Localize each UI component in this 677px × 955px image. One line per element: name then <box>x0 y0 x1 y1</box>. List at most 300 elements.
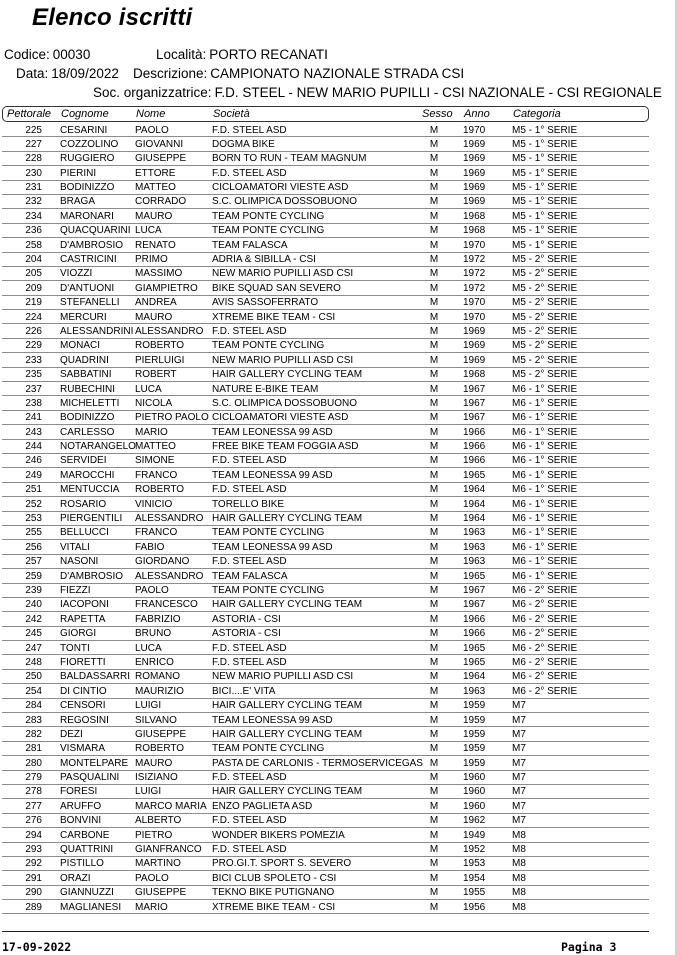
cell-categoria: M7 <box>512 728 526 740</box>
cell-sesso: M <box>429 225 439 237</box>
cell-societa: NEW MARIO PUPILLI ASD CSI <box>212 671 354 683</box>
cell-societa: XTREME BIKE TEAM - CSI <box>212 901 336 913</box>
cell-pettorale: 246 <box>25 455 42 467</box>
col-pettorale: Pettorale <box>7 108 52 120</box>
cell-anno: 1969 <box>463 182 486 194</box>
cell-categoria: M6 - 1° SERIE <box>512 541 578 553</box>
cell-societa: TORELLO BIKE <box>212 498 285 510</box>
cell-pettorale: 251 <box>25 484 42 496</box>
cell-anno: 1967 <box>463 383 486 395</box>
cell-categoria: M5 - 1° SERIE <box>512 153 578 165</box>
cell-pettorale: 231 <box>25 182 42 194</box>
cell-cognome: BODINIZZO <box>60 412 115 424</box>
table-row <box>2 641 649 655</box>
cell-societa: CICLOAMATORI VIESTE ASD <box>212 412 349 424</box>
cell-nome: NICOLA <box>135 397 173 409</box>
cell-sesso: M <box>429 628 439 640</box>
cell-categoria: M6 - 2° SERIE <box>512 642 578 654</box>
cell-categoria: M6 - 2° SERIE <box>512 585 578 596</box>
cell-categoria: M7 <box>512 786 526 798</box>
cell-nome: GIANFRANCO <box>135 844 202 856</box>
cell-anno: 1966 <box>463 628 486 640</box>
cell-societa: ASTORIA - CSI <box>212 613 281 625</box>
cell-pettorale: 225 <box>25 124 42 136</box>
cell-sesso: M <box>429 455 439 467</box>
cell-societa: FREE BIKE TEAM FOGGIA ASD <box>212 441 359 453</box>
cell-nome: FABRIZIO <box>135 613 181 625</box>
cell-cognome: TONTI <box>60 642 90 654</box>
cell-sesso: M <box>429 800 439 812</box>
cell-nome: ENRICO <box>135 656 174 668</box>
cell-nome: ROMANO <box>135 671 180 683</box>
cell-anno: 1972 <box>463 268 486 280</box>
cell-anno: 1959 <box>463 757 486 769</box>
cell-anno: 1964 <box>463 484 486 496</box>
cell-anno: 1964 <box>463 513 486 525</box>
cell-pettorale: 233 <box>25 354 42 366</box>
cell-nome: PIETRO <box>135 829 173 841</box>
table-row <box>2 281 649 295</box>
cell-cognome: FIEZZI <box>60 585 91 596</box>
cell-nome: LUCA <box>135 642 162 654</box>
cell-anno: 1967 <box>463 412 486 424</box>
table-row <box>2 195 649 209</box>
table-row <box>2 152 649 166</box>
cell-categoria: M5 - 2° SERIE <box>512 325 578 337</box>
cell-cognome: MERCURI <box>60 311 107 323</box>
cell-pettorale: 242 <box>25 613 42 625</box>
cell-anno: 1969 <box>463 138 486 150</box>
cell-societa: BICI....E' VITA <box>212 685 276 697</box>
cell-pettorale: 283 <box>25 714 42 726</box>
cell-nome: ROBERTO <box>135 340 185 352</box>
cell-anno: 1966 <box>463 455 486 467</box>
table-row <box>2 843 649 857</box>
cell-anno: 1955 <box>463 887 486 899</box>
table-row <box>2 224 649 238</box>
cell-nome: FRANCESCO <box>135 599 198 611</box>
cell-pettorale: 282 <box>25 728 42 740</box>
cell-pettorale: 293 <box>25 844 42 856</box>
table-row <box>2 713 649 727</box>
cell-anno: 1965 <box>463 642 486 654</box>
cell-cognome: FIORETTI <box>60 656 106 668</box>
cell-sesso: M <box>429 728 439 740</box>
cell-sesso: M <box>429 239 439 251</box>
cell-categoria: M5 - 2° SERIE <box>512 369 578 381</box>
cell-societa: TEAM LEONESSA 99 ASD <box>212 541 333 553</box>
cell-sesso: M <box>429 124 439 136</box>
cell-cognome: D'AMBROSIO <box>60 570 124 582</box>
data-label: Data: <box>16 66 49 81</box>
codice-line <box>4 47 90 62</box>
cell-categoria: M5 - 2° SERIE <box>512 297 578 309</box>
cell-pettorale: 289 <box>25 901 42 913</box>
cell-cognome: PASQUALINI <box>60 772 120 784</box>
cell-cognome: BELLUCCI <box>60 527 109 539</box>
cell-anno: 1968 <box>463 225 486 237</box>
cell-anno: 1970 <box>463 239 486 251</box>
localita-label: Località: <box>156 47 207 62</box>
table-row <box>2 123 649 137</box>
cell-anno: 1966 <box>463 613 486 625</box>
cell-societa: TEAM PONTE CYCLING <box>212 340 325 352</box>
cell-anno: 1964 <box>463 498 486 510</box>
cell-anno: 1967 <box>463 585 486 596</box>
cell-sesso: M <box>429 829 439 841</box>
cell-pettorale: 255 <box>25 527 42 539</box>
cell-pettorale: 248 <box>25 656 42 668</box>
cell-societa: TEAM PONTE CYCLING <box>212 210 325 222</box>
cell-sesso: M <box>429 138 439 150</box>
table-row <box>2 483 649 497</box>
cell-nome: BRUNO <box>135 628 172 640</box>
cell-categoria: M7 <box>512 714 526 726</box>
cell-cognome: DEZI <box>60 728 83 740</box>
cell-sesso: M <box>429 297 439 309</box>
cell-sesso: M <box>429 210 439 222</box>
cell-nome: ALESSANDRO <box>135 325 204 337</box>
cell-nome: FABIO <box>135 541 165 553</box>
cell-societa: TEAM LEONESSA 99 ASD <box>212 469 333 481</box>
cell-cognome: BALDASSARRI <box>60 671 131 683</box>
table-row <box>2 785 649 799</box>
cell-cognome: GIORGI <box>60 628 97 640</box>
cell-nome: RENATO <box>135 239 176 251</box>
cell-sesso: M <box>429 412 439 424</box>
cell-nome: GIUSEPPE <box>135 887 187 899</box>
cell-nome: MATTEO <box>135 441 176 453</box>
cell-cognome: NASONI <box>60 556 99 568</box>
cell-nome: PAOLO <box>135 585 169 596</box>
cell-anno: 1965 <box>463 570 486 582</box>
cell-nome: MAURO <box>135 311 173 323</box>
cell-societa: TEAM FALASCA <box>212 239 288 251</box>
cell-categoria: M5 - 1° SERIE <box>512 196 578 208</box>
cell-pettorale: 256 <box>25 541 42 553</box>
cell-societa: HAIR GALLERY CYCLING TEAM <box>212 369 363 381</box>
table-row <box>2 382 649 396</box>
cell-anno: 1960 <box>463 800 486 812</box>
cell-anno: 1968 <box>463 210 486 222</box>
cell-cognome: MENTUCCIA <box>60 484 120 496</box>
cell-pettorale: 244 <box>25 441 42 453</box>
cell-anno: 1968 <box>463 369 486 381</box>
cell-anno: 1969 <box>463 153 486 165</box>
table-row <box>2 324 649 338</box>
cell-sesso: M <box>429 887 439 899</box>
table-row <box>2 627 649 641</box>
cell-pettorale: 279 <box>25 772 42 784</box>
cell-cognome: RAPETTA <box>60 613 106 625</box>
cell-sesso: M <box>429 599 439 611</box>
cell-cognome: BONVINI <box>60 815 102 827</box>
cell-anno: 1959 <box>463 728 486 740</box>
cell-anno: 1962 <box>463 815 486 827</box>
cell-nome: PIERLUIGI <box>135 354 185 366</box>
cell-cognome: SERVIDEI <box>60 455 107 467</box>
cell-societa: F.D. STEEL ASD <box>212 642 287 654</box>
cell-societa: F.D. STEEL ASD <box>212 325 287 337</box>
cell-cognome: ORAZI <box>60 872 91 884</box>
page-title: Elenco iscritti <box>32 4 193 31</box>
cell-sesso: M <box>429 585 439 596</box>
cell-sesso: M <box>429 613 439 625</box>
cell-categoria: M5 - 2° SERIE <box>512 340 578 352</box>
cell-anno: 1970 <box>463 124 486 136</box>
table-row <box>2 555 649 569</box>
cell-pettorale: 205 <box>25 268 42 280</box>
cell-anno: 1952 <box>463 844 486 856</box>
cell-nome: MAURO <box>135 210 173 222</box>
cell-societa: ENZO PAGLIETA ASD <box>212 800 313 812</box>
cell-anno: 1970 <box>463 297 486 309</box>
cell-nome: FRANCO <box>135 469 178 481</box>
cell-sesso: M <box>429 369 439 381</box>
cell-anno: 1963 <box>463 556 486 568</box>
table-row <box>2 742 649 756</box>
cell-societa: TEKNO BIKE PUTIGNANO <box>212 887 335 899</box>
table-row <box>2 497 649 511</box>
cell-anno: 1970 <box>463 311 486 323</box>
cell-sesso: M <box>429 311 439 323</box>
cell-cognome: D'ANTUONI <box>60 282 115 294</box>
cell-nome: PAOLO <box>135 872 169 884</box>
soc-line <box>93 85 662 100</box>
cell-pettorale: 229 <box>25 340 42 352</box>
cell-categoria: M6 - 1° SERIE <box>512 484 578 496</box>
cell-nome: MATTEO <box>135 182 176 194</box>
table-row <box>2 339 649 353</box>
cell-sesso: M <box>429 182 439 194</box>
cell-pettorale: 224 <box>25 311 42 323</box>
table-row <box>2 296 649 310</box>
cell-nome: LUCA <box>135 225 162 237</box>
table-row <box>2 799 649 813</box>
cell-societa: PRO.GI.T. SPORT S. SEVERO <box>212 858 352 870</box>
cell-societa: XTREME BIKE TEAM - CSI <box>212 311 336 323</box>
cell-anno: 1972 <box>463 282 486 294</box>
cell-pettorale: 294 <box>25 829 42 841</box>
cell-cognome: MONACI <box>60 340 100 352</box>
table-row <box>2 540 649 554</box>
cell-societa: ASTORIA - CSI <box>212 628 281 640</box>
cell-categoria: M8 <box>512 901 526 913</box>
cell-pettorale: 249 <box>25 469 42 481</box>
cell-societa: F.D. STEEL ASD <box>212 484 287 496</box>
cell-sesso: M <box>429 815 439 827</box>
footer-date: 17-09-2022 <box>2 940 72 954</box>
table-row <box>2 612 649 626</box>
cell-sesso: M <box>429 786 439 798</box>
cell-categoria: M6 - 2° SERIE <box>512 628 578 640</box>
cell-categoria: M7 <box>512 743 526 755</box>
cell-cognome: STEFANELLI <box>60 297 120 309</box>
cell-sesso: M <box>429 282 439 294</box>
cell-cognome: NOTARANGELO <box>60 441 136 453</box>
codice-value: 00030 <box>52 47 91 62</box>
cell-sesso: M <box>429 556 439 568</box>
cell-pettorale: 247 <box>25 642 42 654</box>
cell-categoria: M7 <box>512 800 526 812</box>
table-row <box>2 411 649 425</box>
cell-nome: GIAMPIETRO <box>135 282 198 294</box>
cell-pettorale: 250 <box>25 671 42 683</box>
cell-cognome: PIERGENTILI <box>60 513 123 525</box>
cell-cognome: REGOSINI <box>60 714 109 726</box>
cell-pettorale: 209 <box>25 282 42 294</box>
cell-nome: ROBERT <box>135 369 177 381</box>
cell-categoria: M5 - 2° SERIE <box>512 282 578 294</box>
cell-pettorale: 257 <box>25 556 42 568</box>
cell-anno: 1963 <box>463 685 486 697</box>
table-row <box>2 584 649 598</box>
cell-categoria: M7 <box>512 700 526 712</box>
cell-societa: PASTA DE CARLONIS - TERMOSERVICEGAS <box>212 757 423 769</box>
cell-sesso: M <box>429 441 439 453</box>
cell-sesso: M <box>429 325 439 337</box>
table-row <box>2 440 649 454</box>
cell-nome: GIUSEPPE <box>135 728 187 740</box>
table-row <box>2 655 649 669</box>
cell-pettorale: 281 <box>25 743 42 755</box>
footer-page: Pagina 3 <box>561 940 617 954</box>
cell-societa: AVIS SASSOFERRATO <box>212 297 319 309</box>
cell-anno: 1963 <box>463 541 486 553</box>
cell-cognome: BRAGA <box>60 196 96 208</box>
soc-label: Soc. organizzatrice: <box>93 85 212 100</box>
cell-categoria: M7 <box>512 772 526 784</box>
cell-categoria: M6 - 1° SERIE <box>512 455 578 467</box>
cell-sesso: M <box>429 541 439 553</box>
cell-categoria: M6 - 1° SERIE <box>512 412 578 424</box>
cell-sesso: M <box>429 642 439 654</box>
cell-nome: MARTINO <box>135 858 181 870</box>
cell-pettorale: 253 <box>25 513 42 525</box>
table-row <box>2 425 649 439</box>
cell-nome: SILVANO <box>135 714 177 726</box>
cell-societa: HAIR GALLERY CYCLING TEAM <box>212 786 363 798</box>
cell-societa: TEAM PONTE CYCLING <box>212 527 325 539</box>
cell-pettorale: 284 <box>25 700 42 712</box>
cell-sesso: M <box>429 397 439 409</box>
cell-pettorale: 291 <box>25 872 42 884</box>
cell-categoria: M6 - 1° SERIE <box>512 498 578 510</box>
cell-sesso: M <box>429 714 439 726</box>
cell-anno: 1966 <box>463 426 486 438</box>
table-row <box>2 310 649 324</box>
cell-pettorale: 280 <box>25 757 42 769</box>
cell-categoria: M7 <box>512 815 526 827</box>
cell-societa: F.D. STEEL ASD <box>212 556 287 568</box>
table-row <box>2 871 649 885</box>
data-line <box>16 66 119 81</box>
cell-anno: 1954 <box>463 872 486 884</box>
cell-pettorale: 245 <box>25 628 42 640</box>
cell-anno: 1959 <box>463 743 486 755</box>
cell-sesso: M <box>429 858 439 870</box>
cell-societa: HAIR GALLERY CYCLING TEAM <box>212 700 363 712</box>
cell-sesso: M <box>429 757 439 769</box>
cell-sesso: M <box>429 513 439 525</box>
cell-nome: FRANCO <box>135 527 178 539</box>
cell-pettorale: 277 <box>25 800 42 812</box>
cell-cognome: CASTRICINI <box>60 254 117 266</box>
cell-societa: ADRIA & SIBILLA - CSI <box>212 254 316 266</box>
descrizione-line <box>133 66 464 81</box>
cell-pettorale: 239 <box>25 585 42 596</box>
cell-societa: F.D. STEEL ASD <box>212 815 287 827</box>
cell-societa: TEAM PONTE CYCLING <box>212 225 325 237</box>
cell-sesso: M <box>429 743 439 755</box>
cell-societa: WONDER BIKERS POMEZIA <box>212 829 345 841</box>
cell-cognome: RUGGIERO <box>60 153 115 165</box>
cell-categoria: M5 - 2° SERIE <box>512 268 578 280</box>
cell-cognome: MAGLIANESI <box>60 901 122 913</box>
cell-sesso: M <box>429 685 439 697</box>
cell-cognome: SABBATINI <box>60 369 112 381</box>
cell-societa: F.D. STEEL ASD <box>212 772 287 784</box>
cell-categoria: M6 - 2° SERIE <box>512 671 578 683</box>
descrizione-label: Descrizione: <box>133 66 208 81</box>
cell-cognome: QUATTRINI <box>60 844 114 856</box>
col-nome: Nome <box>136 108 166 120</box>
cell-nome: GIUSEPPE <box>135 153 187 165</box>
cell-sesso: M <box>429 570 439 582</box>
col-anno: Anno <box>464 108 490 120</box>
table-row <box>2 209 649 223</box>
cell-nome: MAURIZIO <box>135 685 184 697</box>
cell-anno: 1964 <box>463 671 486 683</box>
cell-nome: MASSIMO <box>135 268 183 280</box>
cell-sesso: M <box>429 426 439 438</box>
cell-categoria: M6 - 2° SERIE <box>512 656 578 668</box>
cell-pettorale: 252 <box>25 498 42 510</box>
cell-categoria: M5 - 1° SERIE <box>512 167 578 179</box>
cell-categoria: M6 - 1° SERIE <box>512 527 578 539</box>
cell-societa: BIKE SQUAD SAN SEVERO <box>212 282 341 294</box>
cell-categoria: M5 - 2° SERIE <box>512 254 578 266</box>
cell-anno: 1969 <box>463 167 486 179</box>
cell-anno: 1967 <box>463 599 486 611</box>
cell-nome: MARIO <box>135 426 168 438</box>
cell-pettorale: 243 <box>25 426 42 438</box>
cell-sesso: M <box>429 872 439 884</box>
cell-sesso: M <box>429 167 439 179</box>
table-header <box>2 106 649 122</box>
cell-categoria: M5 - 1° SERIE <box>512 239 578 251</box>
cell-categoria: M8 <box>512 858 526 870</box>
cell-cognome: RUBECHINI <box>60 383 116 395</box>
cell-nome: LUCA <box>135 383 162 395</box>
table-row <box>2 512 649 526</box>
cell-sesso: M <box>429 484 439 496</box>
table-row <box>2 771 649 785</box>
cell-pettorale: 240 <box>25 599 42 611</box>
cell-categoria: M5 - 1° SERIE <box>512 138 578 150</box>
cell-categoria: M6 - 1° SERIE <box>512 397 578 409</box>
cell-nome: PAOLO <box>135 124 169 136</box>
cell-societa: NEW MARIO PUPILLI ASD CSI <box>212 354 354 366</box>
cell-categoria: M7 <box>512 757 526 769</box>
cell-anno: 1956 <box>463 901 486 913</box>
table-row <box>2 684 649 698</box>
table-row <box>2 396 649 410</box>
cell-pettorale: 258 <box>25 239 42 251</box>
cell-categoria: M6 - 1° SERIE <box>512 441 578 453</box>
table-row <box>2 253 649 267</box>
table-row <box>2 828 649 842</box>
